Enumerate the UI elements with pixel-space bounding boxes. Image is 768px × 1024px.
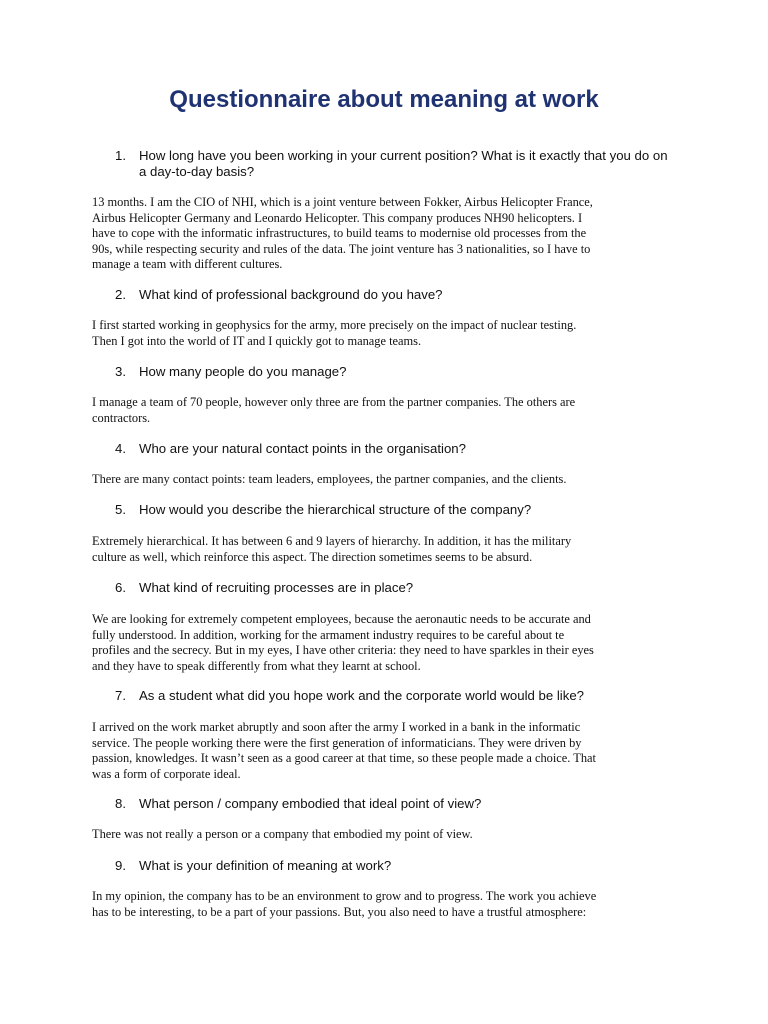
answer-2: I first started working in geophysics for the army, more precisely on the impact of nuclear testing. Then I got into the world of IT and I quickly got to manage teams. [92,318,577,348]
question-9 [115,858,675,874]
answer-4: There are many contact points: team leaders, employees, the partner companies, and the clients. [92,472,567,486]
question-number: 5. [115,502,126,517]
question-number: 8. [115,796,126,811]
question-3 [115,364,675,380]
document-title: Questionnaire about meaning at work [169,86,599,113]
question-text: What is your definition of meaning at work? [139,858,392,873]
answer-8: There was not really a person or a company that embodied my point of view. [92,827,473,841]
answer-6: We are looking for extremely competent employees, because the aeronautic needs to be accurate and fully understood. In addition, working for the armament industry requires to be careful about te profiles and the secrecy. But in my eyes, I have other criteria: they need to have sparkles in their eyes and they have to speak differently from what they learnt at school. [92,612,594,673]
question-text: What kind of professional background do you have? [139,287,443,302]
question-1 [115,148,675,180]
question-8 [115,796,675,812]
question-text: What kind of recruiting processes are in place? [139,580,414,595]
question-5 [115,502,675,518]
question-number: 6. [115,580,126,595]
question-4 [115,441,675,457]
question-number: 2. [115,287,126,302]
question-2 [115,287,675,303]
answer-1: 13 months. I am the CIO of NHI, which is a joint venture between Fokker, Airbus Helicopter France, Airbus Helicopter Germany and Leonardo Helicopter. This company produces NH90 helicopters. I have to cope with the informatic infrastructures, to build teams to modernise old processes from the 90s, while respecting security and rules of the data. The joint venture has 3 nationalities, so I have to manage a team with different cultures. [92,195,593,271]
answer-7: I arrived on the work market abruptly and soon after the army I worked in a bank in the informatic service. The people working there were the first generation of informaticians. They were driven by passion, knowledges. It wasn’t seen as a good career at that time, so these people made a choice. That was a form of corporate ideal. [92,720,596,781]
question-text: Who are your natural contact points in the organisation? [139,441,466,456]
question-7 [115,688,675,704]
question-text: What person / company embodied that ideal point of view? [139,796,482,811]
question-6 [115,580,675,596]
question-text: As a student what did you hope work and the corporate world would be like? [139,688,584,703]
answer-3: I manage a team of 70 people, however only three are from the partner companies. The others are contractors. [92,395,576,425]
question-text: How would you describe the hierarchical structure of the company? [139,502,532,517]
answer-9: In my opinion, the company has to be an environment to grow and to progress. The work you achieve has to be interesting, to be a part of your passions. But, you also need to have a trustful atmosphere: [92,889,597,919]
question-text: How many people do you manage? [139,364,347,379]
question-text: How long have you been working in your current position? What is it exactly that you do on a day-to-day basis? [139,148,668,179]
question-number: 3. [115,364,126,379]
question-number: 9. [115,858,126,873]
question-number: 7. [115,688,126,703]
question-number: 4. [115,441,126,456]
question-number: 1. [115,148,126,163]
answer-5: Extremely hierarchical. It has between 6 and 9 layers of hierarchy. In addition, it has the military culture as well, which reinforce this aspect. The direction sometimes seems to be absurd. [92,534,572,564]
